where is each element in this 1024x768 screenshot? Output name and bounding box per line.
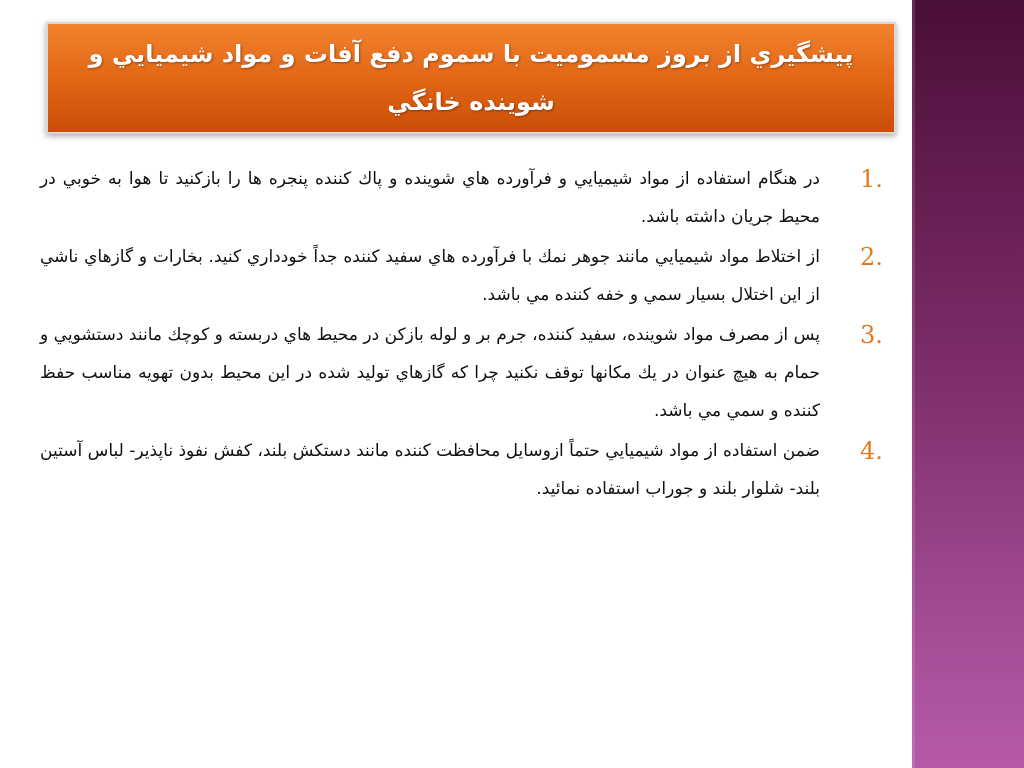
list-item: [40, 238, 883, 314]
slide-title: پيشگيري از بروز مسموميت با سموم دفع آفات و مواد شيميايي و شوينده خانگي: [88, 40, 854, 116]
title-banner: [46, 22, 896, 134]
list-item-number: 3.: [860, 321, 883, 349]
list-item-text: در هنگام استفاده از مواد شيميايي و فرآورده هاي شوينده و پاك كننده پنجره ها را بازكنيد تا هوا به خوبي در محيط جريان داشته باشد.: [40, 169, 820, 227]
numbered-list: [40, 160, 883, 510]
list-item-number: 2.: [860, 243, 883, 271]
list-item-text: پس از مصرف مواد شوينده، سفيد كننده، جرم بر و لوله بازكن در محيط هاي دربسته و كوچك مانند دستشويي و حمام به هيچ عنوان در يك مكانها توقف نكنيد چرا كه گازهاي توليد شده در اين محيط بدون تهويه مناسب حفظ كننده و سمي مي باشد.: [40, 325, 820, 421]
decorative-side-bar: [912, 0, 1024, 768]
list-item-text: ضمن استفاده از مواد شيميايي حتماً ازوسايل محافظت كننده مانند دستكش بلند، كفش نفوذ ناپذير- لباس آستين بلند- شلوار بلند و جوراب استفاده نمائيد.: [40, 441, 820, 499]
list-item: [40, 316, 883, 430]
list-item: [40, 432, 883, 508]
list-item-number: 1.: [860, 165, 883, 193]
list-item-text: از اختلاط مواد شيميايي مانند جوهر نمك با فرآورده هاي سفيد كننده جداً خودداري كنيد. بخارات و گازهاي ناشي از اين اختلال بسيار سمي و خفه كننده مي باشد.: [40, 247, 820, 305]
list-item-number: 4.: [860, 437, 883, 465]
list-item: [40, 160, 883, 236]
